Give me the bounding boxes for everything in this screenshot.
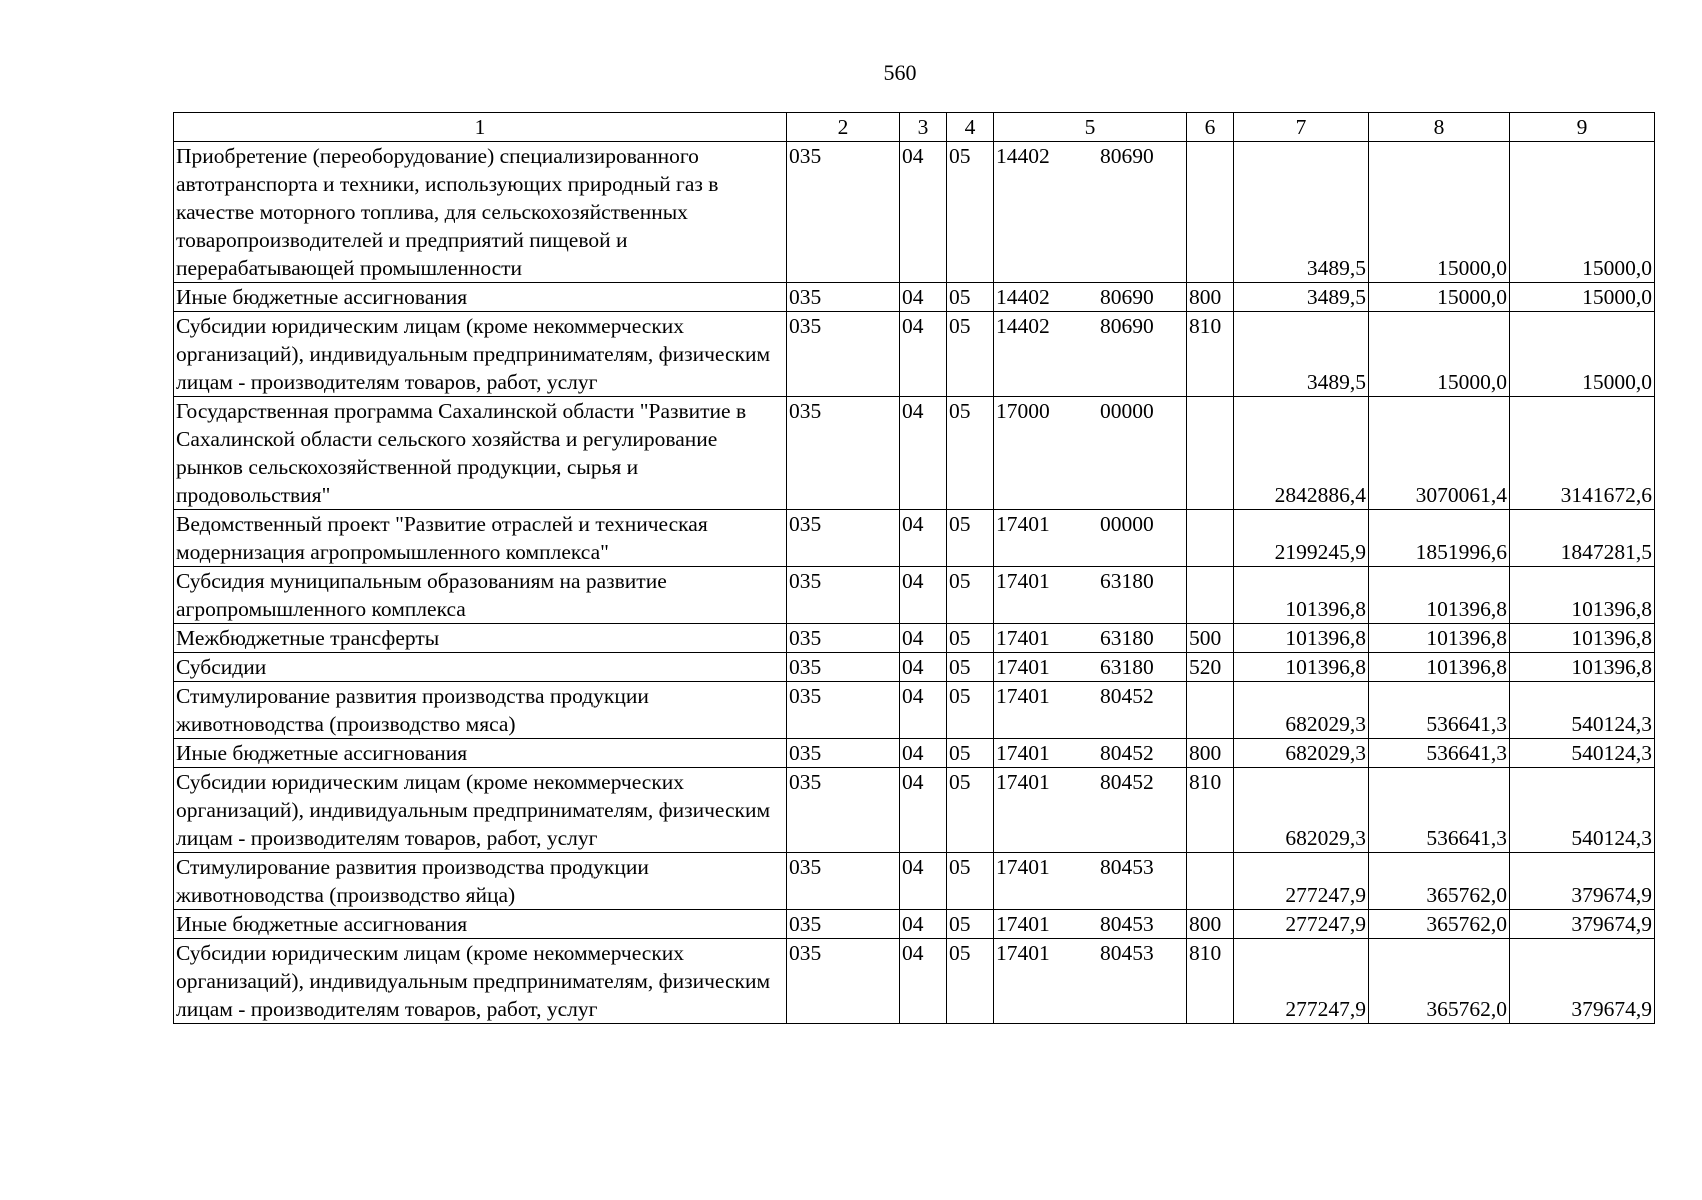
table-row [174,142,1655,283]
row-col8-cell: 101396,8 [1369,624,1510,653]
table-header-row [174,113,1655,142]
row-col8-cell: 101396,8 [1369,653,1510,682]
row-col3-cell: 04 [900,624,947,653]
row-col9-cell: 540124,3 [1510,739,1655,768]
row-col5-part2: 63180 [1100,655,1154,679]
table-row [174,567,1655,624]
row-name-cell: Ведомственный проект "Развитие отраслей и техническая модернизация агропромышленного комплекса" [174,510,787,567]
row-col8-cell: 15000,0 [1369,142,1510,283]
header-cell-3: 3 [900,113,947,142]
table-row [174,939,1655,1024]
table-row [174,653,1655,682]
row-col3-cell: 04 [900,939,947,1024]
row-col5-cell [994,768,1187,853]
row-col2-cell: 035 [787,312,900,397]
row-col9-cell: 379674,9 [1510,853,1655,910]
row-col7-cell: 682029,3 [1234,739,1369,768]
row-col4-cell: 05 [947,939,994,1024]
row-name-cell: Субсидия муниципальным образованиям на развитие агропромышленного комплекса [174,567,787,624]
row-col7-cell: 682029,3 [1234,682,1369,739]
row-col7-cell: 2199245,9 [1234,510,1369,567]
row-col5-cell [994,312,1187,397]
row-col5-part1: 14402 [996,285,1050,309]
row-col9-cell: 379674,9 [1510,939,1655,1024]
row-col6-cell [1187,510,1234,567]
row-col6-cell: 800 [1187,910,1234,939]
row-col9-cell: 379674,9 [1510,910,1655,939]
row-col5-part1: 17401 [996,741,1050,765]
row-col6-cell [1187,397,1234,510]
row-name-cell: Иные бюджетные ассигнования [174,910,787,939]
row-col7-cell: 3489,5 [1234,142,1369,283]
row-col5-part2: 80690 [1100,314,1154,338]
row-col4-cell: 05 [947,682,994,739]
row-col7-cell: 101396,8 [1234,653,1369,682]
header-cell-9: 9 [1510,113,1655,142]
row-name-cell: Иные бюджетные ассигнования [174,283,787,312]
row-col9-cell: 1847281,5 [1510,510,1655,567]
row-col5-cell [994,283,1187,312]
row-col8-cell: 365762,0 [1369,910,1510,939]
row-col7-cell: 3489,5 [1234,283,1369,312]
row-col5-part2: 00000 [1100,399,1154,423]
row-col8-cell: 536641,3 [1369,682,1510,739]
row-col7-cell: 3489,5 [1234,312,1369,397]
row-col6-cell: 810 [1187,312,1234,397]
row-col5-part1: 17401 [996,912,1050,936]
table-row [174,910,1655,939]
row-col5-part2: 63180 [1100,569,1154,593]
row-col3-cell: 04 [900,653,947,682]
row-col6-cell [1187,142,1234,283]
row-name-cell: Межбюджетные трансферты [174,624,787,653]
row-col9-cell: 101396,8 [1510,567,1655,624]
row-col2-cell: 035 [787,853,900,910]
row-col2-cell: 035 [787,653,900,682]
row-col8-cell: 536641,3 [1369,739,1510,768]
row-col3-cell: 04 [900,768,947,853]
row-name-cell: Государственная программа Сахалинской области "Развитие в Сахалинской области сельского хозяйства и регулирование рынков сельскохозяйственной продукции, сырья и продовольствия" [174,397,787,510]
row-col3-cell: 04 [900,283,947,312]
row-col8-cell: 1851996,6 [1369,510,1510,567]
header-cell-1: 1 [174,113,787,142]
table-row [174,682,1655,739]
header-cell-7: 7 [1234,113,1369,142]
row-col2-cell: 035 [787,142,900,283]
row-col9-cell: 540124,3 [1510,682,1655,739]
row-col6-cell [1187,853,1234,910]
header-cell-2: 2 [787,113,900,142]
row-col9-cell: 3141672,6 [1510,397,1655,510]
row-col3-cell: 04 [900,397,947,510]
row-col4-cell: 05 [947,283,994,312]
row-col3-cell: 04 [900,567,947,624]
row-col8-cell: 101396,8 [1369,567,1510,624]
row-col5-part1: 17401 [996,941,1050,965]
row-col4-cell: 05 [947,312,994,397]
row-col2-cell: 035 [787,397,900,510]
row-col5-cell [994,853,1187,910]
row-col6-cell: 800 [1187,739,1234,768]
table-row [174,768,1655,853]
row-name-cell: Субсидии [174,653,787,682]
row-col5-cell [994,397,1187,510]
header-cell-8: 8 [1369,113,1510,142]
row-col5-part2: 80453 [1100,912,1154,936]
header-cell-6: 6 [1187,113,1234,142]
row-col5-cell [994,739,1187,768]
row-col4-cell: 05 [947,768,994,853]
row-col8-cell: 15000,0 [1369,283,1510,312]
row-name-cell: Субсидии юридическим лицам (кроме некоммерческих организаций), индивидуальным предпринимателям, физическим лицам - производителям товаров, работ, услуг [174,768,787,853]
row-col7-cell: 101396,8 [1234,567,1369,624]
row-col5-part1: 17401 [996,855,1050,879]
row-col2-cell: 035 [787,283,900,312]
row-col6-cell: 810 [1187,768,1234,853]
row-col5-part1: 17000 [996,399,1050,423]
row-col9-cell: 15000,0 [1510,283,1655,312]
table-row [174,739,1655,768]
table-row [174,624,1655,653]
row-col3-cell: 04 [900,682,947,739]
row-col5-part1: 17401 [996,512,1050,536]
row-col2-cell: 035 [787,768,900,853]
row-col4-cell: 05 [947,142,994,283]
row-col5-part1: 14402 [996,144,1050,168]
row-col2-cell: 035 [787,567,900,624]
row-col4-cell: 05 [947,853,994,910]
row-col7-cell: 2842886,4 [1234,397,1369,510]
row-col6-cell: 520 [1187,653,1234,682]
row-col6-cell [1187,682,1234,739]
row-name-cell: Субсидии юридическим лицам (кроме некоммерческих организаций), индивидуальным предпринимателям, физическим лицам - производителям товаров, работ, услуг [174,939,787,1024]
row-col4-cell: 05 [947,653,994,682]
row-col5-part2: 80453 [1100,855,1154,879]
row-col6-cell: 800 [1187,283,1234,312]
row-col7-cell: 277247,9 [1234,939,1369,1024]
row-col6-cell: 810 [1187,939,1234,1024]
row-name-cell: Иные бюджетные ассигнования [174,739,787,768]
table-row [174,283,1655,312]
row-col9-cell: 101396,8 [1510,653,1655,682]
row-col9-cell: 101396,8 [1510,624,1655,653]
row-col5-part1: 17401 [996,626,1050,650]
row-col9-cell: 15000,0 [1510,142,1655,283]
row-name-cell: Приобретение (переоборудование) специализированного автотранспорта и техники, использующих природный газ в качестве моторного топлива, для сельскохозяйственных товаропроизводителей и предприятий пищевой и перерабатывающей промышленности [174,142,787,283]
row-col6-cell: 500 [1187,624,1234,653]
row-col5-part2: 80690 [1100,285,1154,309]
table-row [174,397,1655,510]
row-col5-part2: 63180 [1100,626,1154,650]
row-col2-cell: 035 [787,510,900,567]
row-col5-cell [994,142,1187,283]
header-cell-5: 5 [994,113,1187,142]
table-row [174,853,1655,910]
row-col9-cell: 540124,3 [1510,768,1655,853]
row-col5-part1: 17401 [996,684,1050,708]
row-col5-part1: 17401 [996,770,1050,794]
row-col3-cell: 04 [900,510,947,567]
row-col8-cell: 365762,0 [1369,853,1510,910]
row-col5-part2: 00000 [1100,512,1154,536]
row-col5-cell [994,939,1187,1024]
row-col2-cell: 035 [787,739,900,768]
row-col5-cell [994,910,1187,939]
row-col4-cell: 05 [947,510,994,567]
row-col3-cell: 04 [900,910,947,939]
page-number: 560 [883,60,917,85]
row-col2-cell: 035 [787,682,900,739]
row-col2-cell: 035 [787,939,900,1024]
row-col9-cell: 15000,0 [1510,312,1655,397]
row-col7-cell: 682029,3 [1234,768,1369,853]
row-col8-cell: 536641,3 [1369,768,1510,853]
row-col5-part2: 80452 [1100,741,1154,765]
header-cell-4: 4 [947,113,994,142]
row-col4-cell: 05 [947,739,994,768]
row-col3-cell: 04 [900,739,947,768]
row-col8-cell: 365762,0 [1369,939,1510,1024]
row-name-cell: Стимулирование развития производства продукции животноводства (производство мяса) [174,682,787,739]
row-col5-part2: 80690 [1100,144,1154,168]
row-name-cell: Стимулирование развития производства продукции животноводства (производство яйца) [174,853,787,910]
row-col3-cell: 04 [900,853,947,910]
row-col5-part1: 14402 [996,314,1050,338]
row-col2-cell: 035 [787,624,900,653]
row-col4-cell: 05 [947,567,994,624]
table-row [174,510,1655,567]
row-col5-cell [994,682,1187,739]
row-col8-cell: 15000,0 [1369,312,1510,397]
row-col5-part2: 80453 [1100,941,1154,965]
row-col7-cell: 101396,8 [1234,624,1369,653]
row-col4-cell: 05 [947,397,994,510]
row-col8-cell: 3070061,4 [1369,397,1510,510]
budget-table [173,112,1655,1024]
row-col4-cell: 05 [947,624,994,653]
row-col3-cell: 04 [900,312,947,397]
row-name-cell: Субсидии юридическим лицам (кроме некоммерческих организаций), индивидуальным предпринимателям, физическим лицам - производителям товаров, работ, услуг [174,312,787,397]
row-col5-cell [994,567,1187,624]
row-col4-cell: 05 [947,910,994,939]
row-col5-cell [994,624,1187,653]
row-col5-cell [994,510,1187,567]
row-col5-cell [994,653,1187,682]
row-col5-part1: 17401 [996,655,1050,679]
row-col3-cell: 04 [900,142,947,283]
row-col5-part1: 17401 [996,569,1050,593]
table-row [174,312,1655,397]
row-col7-cell: 277247,9 [1234,910,1369,939]
row-col2-cell: 035 [787,910,900,939]
row-col7-cell: 277247,9 [1234,853,1369,910]
row-col6-cell [1187,567,1234,624]
table-body [174,113,1655,1024]
row-col5-part2: 80452 [1100,770,1154,794]
row-col5-part2: 80452 [1100,684,1154,708]
